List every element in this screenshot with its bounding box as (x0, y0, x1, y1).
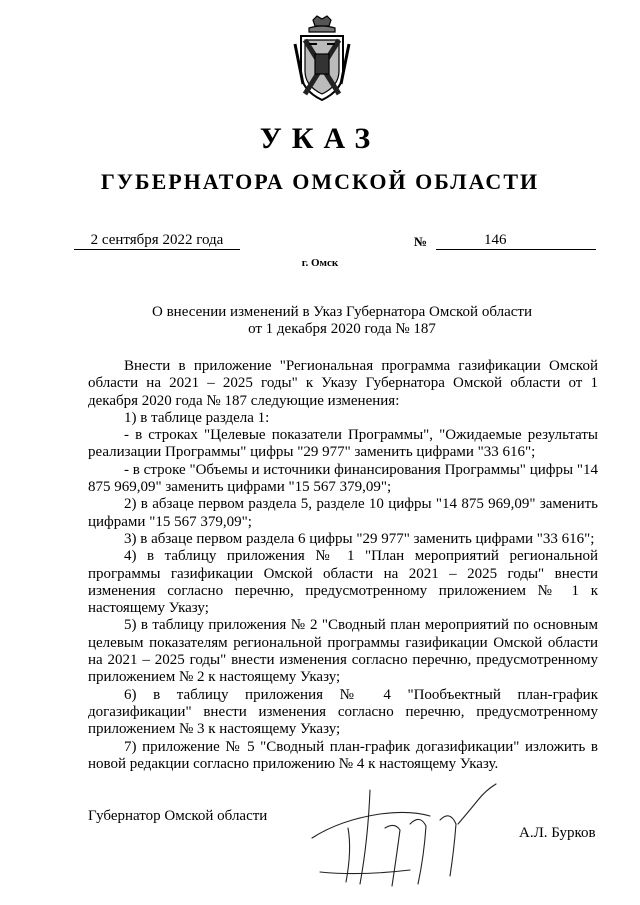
paragraph: 7) приложение № 5 "Сводный план-график догазификации" изложить в новой редакции согласно приложению № 4 к настоящему Указу. (88, 738, 598, 772)
handwritten-signature (300, 780, 510, 892)
paragraph: 1) в таблице раздела 1: (124, 409, 270, 426)
number-label: № (414, 234, 428, 249)
paragraph: - в строке "Объемы и источники финансирования Программы" цифры "14 875 969,09" заменить цифрами "15 567 379,09"; (88, 461, 598, 496)
document-number: 146 (436, 232, 596, 250)
document-body (88, 358, 598, 773)
document-subject (0, 304, 640, 338)
subject-line-2: от 1 декабря 2020 года № 187 (248, 321, 436, 337)
paragraph: - в строках "Целевые показатели Программы", "Ожидаемые результаты реализации Программы" цифры "29 977" заменить цифрами "33 616"; (88, 427, 598, 461)
coat-of-arms-emblem (291, 14, 353, 106)
paragraph: 3) в абзаце первом раздела 6 цифры "29 977" заменить цифрами "33 616"; (124, 530, 595, 547)
document-subtitle: ГУБЕРНАТОРА ОМСКОЙ ОБЛАСТИ (100, 169, 540, 194)
paragraph: 5) в таблицу приложения № 2 "Сводный план мероприятий по основным целевым показателям региональной программы газификации Омской области на 2021 – 2025 годы" внести изменения согласно перечню, предусмотренному приложением № 2 к настоящему Указу; (88, 617, 598, 686)
signatory-name: А.Л. Бурков (519, 825, 596, 841)
document-date: 2 сентября 2022 года (74, 232, 240, 250)
subject-line-1: О внесении изменений в Указ Губернатора Омской области (152, 304, 532, 320)
paragraph: 4) в таблицу приложения № 1 "План мероприятий региональной программы газификации Омской области на 2021 – 2025 годы" внести изменения согласно перечню, предусмотренному приложением № 1 к настоящему Указу; (88, 548, 598, 617)
paragraph: Внести в приложение "Региональная программа газификации Омской области на 2021 – 2025 годы" к Указу Губернатора Омской области от 1 декабря 2020 года № 187 следующие изменения: (88, 358, 598, 409)
paragraph: 6) в таблицу приложения № 4 "Пообъектный план-график догазификации" внести изменения согласно перечню, предусмотренному приложением № 3 к настоящему Указу; (88, 686, 598, 738)
document-title: УКАЗ (259, 122, 381, 155)
signatory-position: Губернатор Омской области (88, 808, 268, 824)
paragraph: 2) в абзаце первом раздела 5, разделе 10 цифры "14 875 969,09" заменить цифрами "15 567 379,09"; (88, 496, 598, 530)
city-label: г. Омск (301, 257, 339, 269)
